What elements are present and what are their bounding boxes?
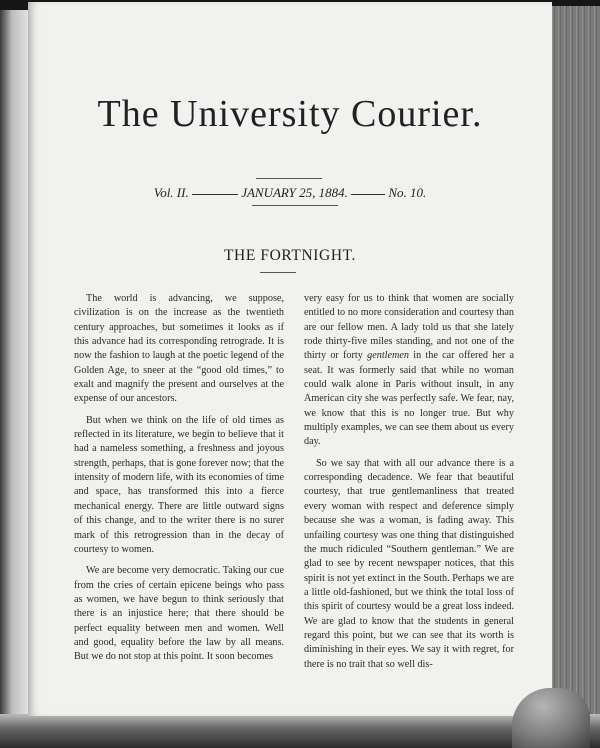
rule-below-issue	[252, 205, 338, 206]
newspaper-page	[28, 2, 552, 716]
article-body	[74, 292, 514, 679]
paragraph: So we say that with all our advance there is a corresponding decadence. We fear that beautiful courtesy, that true gentlemanliness that treated every woman with respect and deference simply because she was a woman, is fading away. This unfailing courtesy was one thing that distinguished the much ridiculed “Southern gentleman.” We are glad to see by recent newspaper notices, that this spirit is not yet extinct in the South. Perhaps we are a little old-fashioned, but we think the total loss of this spirit of courtesy would be a great loss indeed. We are glad to know that the students in general regard this point, but we can see that its worth is diminishing in their eyes. We say it with regret, for there is no trait that so well dis-	[304, 457, 514, 670]
paragraph: But when we think on the life of old times as reflected in its literature, we begin to believe that it had a nameless something, a freshness and joyous strength, perhaps, that is gone forever now; that the intensity of modern life, with its economies of time and space, has transformed this into a fierce mechanical energy. There are little outward signs of this change, and to the writer there is no surer mark of this retrogression than in the decay of courtesy to women.	[74, 414, 284, 555]
emphasis-gentlemen: gentlemen	[367, 350, 409, 362]
paragraph: We are become very democratic. Taking our cue from the cries of certain epicene beings who pass as women, we have begun to think seriously that there is an injustice here; that there should be perfect equality between men and women. Well and good, equality before the law by all means. But we do not stop at this point. It soon becomes	[74, 565, 284, 663]
text-run: very easy for us to think that women are socially entitled to no more consideration and courtesy than are our fellow men. A lady told us that she lately rode thirty-five miles standing, and not one of the thirty or forty	[304, 293, 514, 362]
paragraph	[304, 292, 514, 450]
issue-volume: Vol. II.	[153, 185, 189, 200]
holding-thumb	[512, 688, 590, 748]
paragraph: The world is advancing, we suppose, civilization is on the increase as the twentieth century approaches, but sometimes it looks as if this advance had its corresponding retrograde. It is now the fashion to laugh at the poetic legend of the Golden Age, to sneer at the “good old times,” to exalt and magnify the present and ourselves at the expense of our ancestors.	[74, 293, 284, 405]
issue-dash	[351, 194, 385, 195]
column-left	[74, 292, 284, 679]
rule-below-title	[260, 272, 296, 273]
issue-dash	[192, 194, 238, 195]
masthead-title: The University Courier.	[97, 93, 483, 135]
issue-line	[28, 185, 552, 201]
left-page-edge	[0, 10, 30, 748]
issue-number: No. 10.	[388, 185, 427, 200]
column-right	[304, 292, 514, 679]
article-title: THE FORTNIGHT.	[223, 247, 357, 264]
issue-date: JANUARY 25, 1884.	[241, 185, 348, 200]
text-run: in the car offered her a seat. It was formerly said that while no woman could walk alone in Paris without insult, in any American city she was perfectly safe. We fear, nay, we know that this is no longer true. But why multiply examples, we can see them about us every day.	[304, 350, 515, 448]
rule-above-issue	[256, 178, 322, 179]
book-binding-bottom	[0, 714, 600, 748]
